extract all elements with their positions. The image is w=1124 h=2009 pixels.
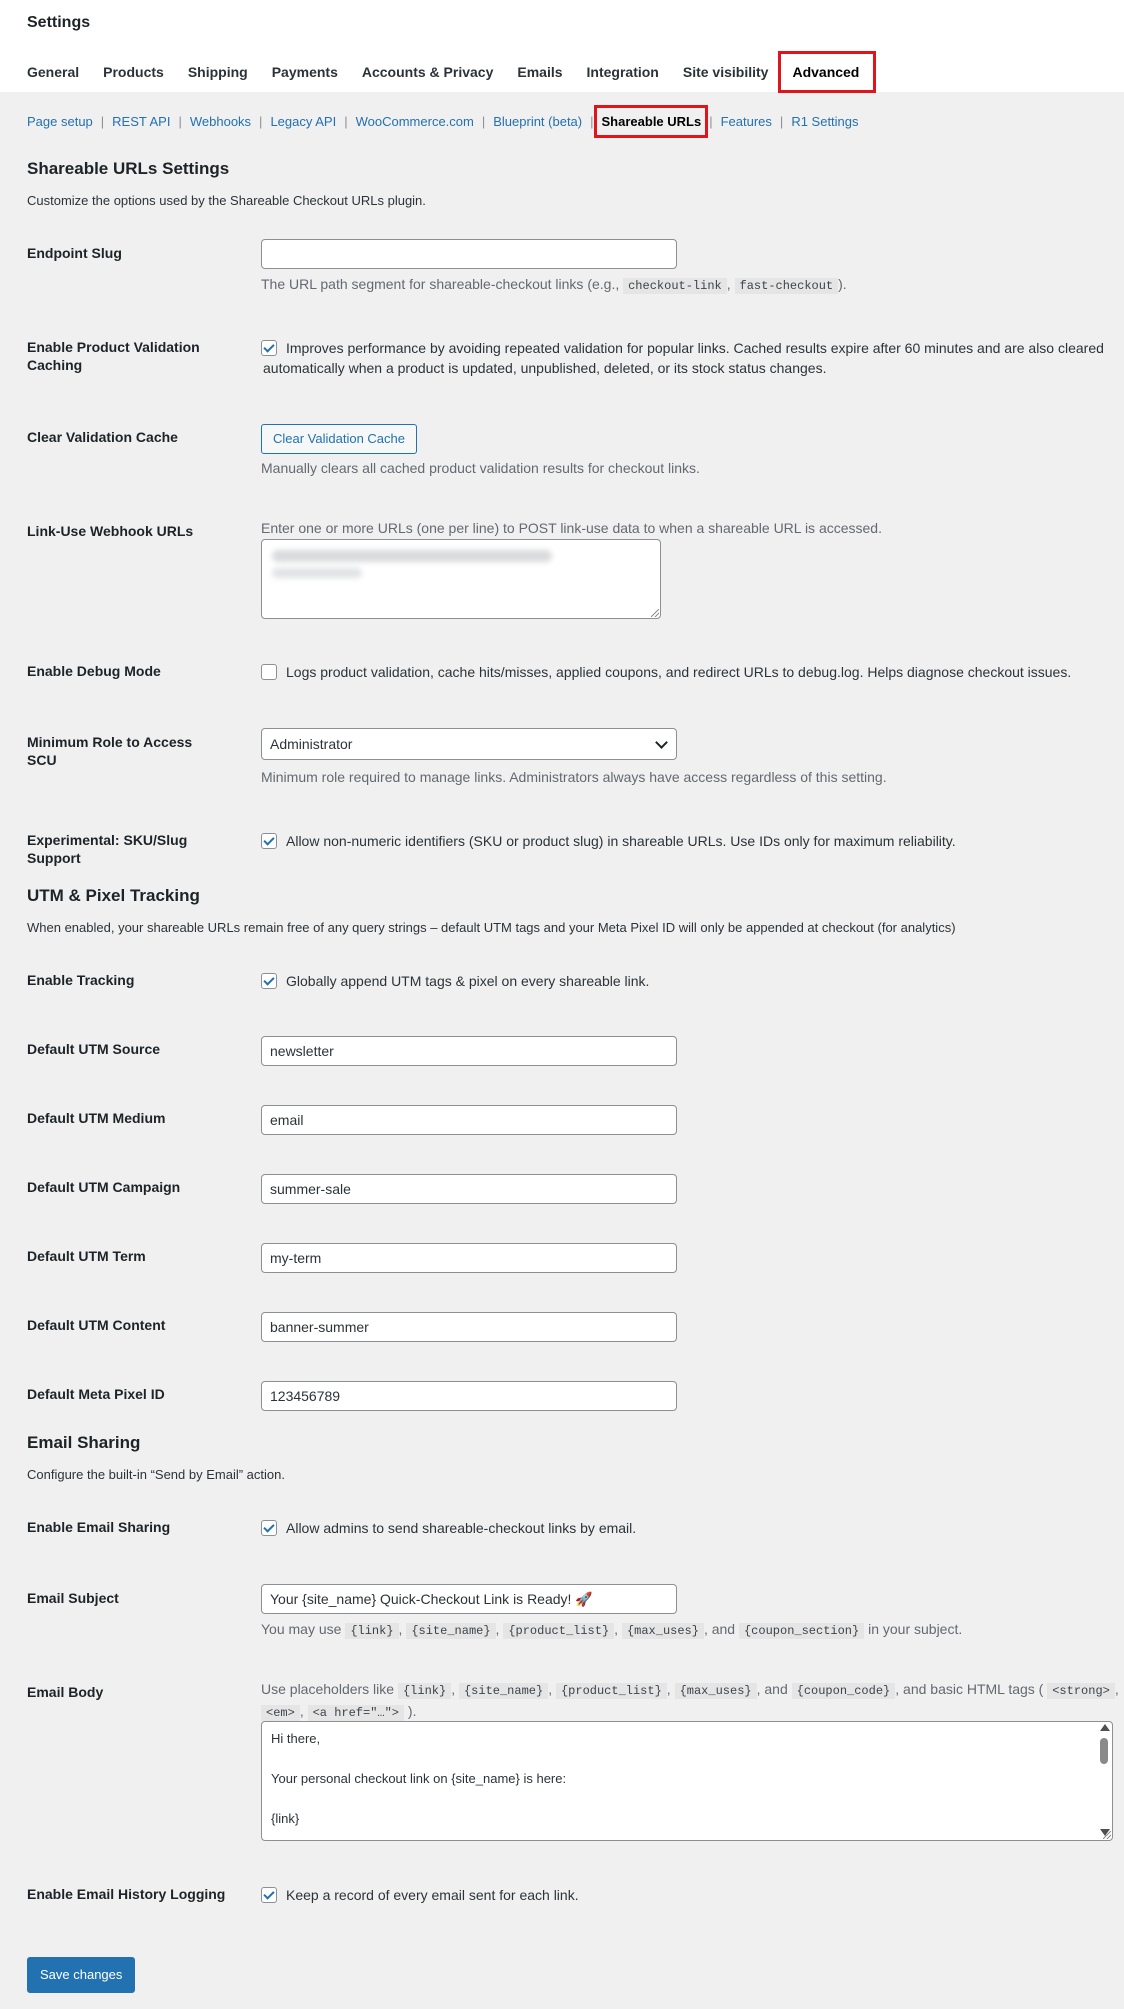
caching-checkbox[interactable] <box>261 340 277 356</box>
tab-general[interactable]: General <box>27 64 80 80</box>
endpoint-slug-help: The URL path segment for shareable-checkout links (e.g., checkout-link , fast-checkout ). <box>261 276 847 293</box>
tracking-option <box>261 971 649 991</box>
debug-text: Logs product validation, cache hits/misses, applied coupons, and redirect URLs to debug.log. Helps diagnose checkout issues. <box>286 664 1072 680</box>
advanced-subnav: Page setup | REST API | Webhooks | Legacy API | WooCommerce.com | Blueprint (beta) | Shareable URLs | Features | R1 Settings <box>27 114 859 129</box>
role-select-value: Administrator <box>270 736 353 752</box>
tab-advanced[interactable]: Advanced <box>792 64 860 80</box>
utm-medium-label: Default UTM Medium <box>27 1110 166 1126</box>
caching-option <box>261 338 1104 378</box>
sku-text: Allow non-numeric identifiers (SKU or product slug) in shareable URLs. Use IDs only for maximum reliability. <box>286 833 956 849</box>
tracking-checkbox[interactable] <box>261 973 277 989</box>
pixel-id-input[interactable]: 123456789 <box>261 1381 677 1411</box>
subnav-r1-settings[interactable]: R1 Settings <box>791 114 859 129</box>
settings-tabs <box>27 62 883 82</box>
tab-shipping[interactable]: Shipping <box>187 64 248 80</box>
email-sharing-checkbox[interactable] <box>261 1520 277 1536</box>
email-subject-input[interactable]: Your {site_name} Quick-Checkout Link is Ready! 🚀 <box>261 1584 677 1614</box>
utm-description: When enabled, your shareable URLs remain free of any query strings – default UTM tags and your Meta Pixel ID will only be appended at checkout (for analytics) <box>27 920 956 935</box>
subnav-legacy-api[interactable]: Legacy API <box>270 114 337 129</box>
code-fast-checkout: fast-checkout <box>735 278 839 294</box>
caching-label: Enable Product Validation Caching <box>27 339 200 373</box>
clear-cache-button[interactable]: Clear Validation Cache <box>261 424 417 454</box>
utm-source-input[interactable]: newsletter <box>261 1036 677 1066</box>
utm-content-input[interactable]: banner-summer <box>261 1312 677 1342</box>
body-line: Hi there, <box>271 1731 321 1746</box>
subnav-webhooks[interactable]: Webhooks <box>189 114 252 129</box>
tab-integration[interactable]: Integration <box>586 64 659 80</box>
caching-text: Improves performance by avoiding repeated validation for popular links. Cached results expire after 60 minutes and are also cleared automatically when a product is updated, unpublished, deleted, or its stock status changes. <box>263 340 1104 376</box>
role-select[interactable] <box>261 728 677 760</box>
subnav-rest-api[interactable]: REST API <box>112 114 171 129</box>
subnav-woocommerce-com[interactable]: WooCommerce.com <box>355 114 474 129</box>
tab-accounts-privacy[interactable]: Accounts & Privacy <box>361 64 494 80</box>
email-history-text: Keep a record of every email sent for each link. <box>286 1887 579 1903</box>
webhook-help: Enter one or more URLs (one per line) to POST link-use data to when a shareable URL is accessed. <box>261 520 882 536</box>
utm-heading: UTM & Pixel Tracking <box>27 886 200 905</box>
scu-heading: Shareable URLs Settings <box>27 159 230 178</box>
subnav-shareable-urls[interactable]: Shareable URLs <box>601 114 702 129</box>
tracking-text: Globally append UTM tags & pixel on every shareable link. <box>286 973 650 989</box>
tab-products[interactable]: Products <box>103 64 164 80</box>
tab-site-visibility[interactable]: Site visibility <box>682 64 769 80</box>
tab-payments[interactable]: Payments <box>271 64 338 80</box>
utm-campaign-label: Default UTM Campaign <box>27 1179 181 1195</box>
utm-term-input[interactable]: my-term <box>261 1243 677 1273</box>
debug-label: Enable Debug Mode <box>27 663 161 679</box>
email-body-textarea[interactable] <box>261 1721 1113 1841</box>
email-sharing-option <box>261 1518 636 1538</box>
clear-cache-label: Clear Validation Cache <box>27 429 178 445</box>
email-body-label: Email Body <box>27 1684 104 1700</box>
scroll-up-icon[interactable] <box>1100 1724 1110 1731</box>
webhook-urls-textarea[interactable] <box>261 539 661 619</box>
email-history-label: Enable Email History Logging <box>27 1886 226 1902</box>
page-title: Settings <box>27 14 91 31</box>
textarea-scrollbar[interactable] <box>1099 1724 1110 1836</box>
resize-handle[interactable] <box>1103 1831 1111 1839</box>
utm-term-label: Default UTM Term <box>27 1248 146 1264</box>
utm-campaign-input[interactable]: summer-sale <box>261 1174 677 1204</box>
tab-emails[interactable]: Emails <box>517 64 563 80</box>
scu-description: Customize the options used by the Shareable Checkout URLs plugin. <box>27 193 426 208</box>
endpoint-slug-label: Endpoint Slug <box>27 245 122 261</box>
role-help: Minimum role required to manage links. Administrators always have access regardless of this setting. <box>261 769 887 785</box>
code-checkout-link: checkout-link <box>623 278 727 294</box>
email-sharing-label: Enable Email Sharing <box>27 1519 171 1535</box>
debug-checkbox[interactable] <box>261 664 277 680</box>
utm-content-label: Default UTM Content <box>27 1317 166 1333</box>
scroll-thumb[interactable] <box>1100 1738 1108 1764</box>
email-heading: Email Sharing <box>27 1433 141 1452</box>
pixel-id-label: Default Meta Pixel ID <box>27 1386 165 1402</box>
email-subject-help: You may use {link} , {site_name} , {product_list} , {max_uses} , and {coupon_section} in your subject. <box>261 1621 963 1638</box>
webhook-label: Link-Use Webhook URLs <box>27 523 194 539</box>
debug-option <box>261 662 1071 682</box>
tracking-label: Enable Tracking <box>27 972 135 988</box>
clear-cache-help: Manually clears all cached product validation results for checkout links. <box>261 460 700 476</box>
subnav-blueprint[interactable]: Blueprint (beta) <box>493 114 583 129</box>
email-sharing-text: Allow admins to send shareable-checkout links by email. <box>286 1520 637 1536</box>
body-line: {link} <box>271 1811 300 1826</box>
resize-handle[interactable] <box>651 609 659 617</box>
body-line: Your personal checkout link on {site_name} is here: <box>271 1771 567 1786</box>
utm-medium-input[interactable]: email <box>261 1105 677 1135</box>
chevron-down-icon <box>655 736 668 749</box>
email-history-checkbox[interactable] <box>261 1887 277 1903</box>
sku-checkbox[interactable] <box>261 833 277 849</box>
endpoint-slug-input[interactable] <box>261 239 677 269</box>
email-body-help: Use placeholders like {link} , {site_name} , {product_list} , {max_uses} , and {coupon_code} , and basic HTML tags ( <strong> , <em> , <a href="…"> ). <box>261 1681 1119 1720</box>
utm-source-label: Default UTM Source <box>27 1041 161 1057</box>
settings-header <box>0 0 1124 92</box>
sku-option <box>261 831 956 851</box>
subnav-features[interactable]: Features <box>720 114 772 129</box>
email-history-option <box>261 1885 579 1905</box>
sku-label: Experimental: SKU/Slug Support <box>27 832 188 866</box>
email-subject-label: Email Subject <box>27 1590 119 1606</box>
save-changes-button[interactable]: Save changes <box>27 1957 135 1993</box>
subnav-page-setup[interactable]: Page setup <box>27 114 93 129</box>
role-label: Minimum Role to Access SCU <box>27 734 193 768</box>
email-description: Configure the built-in “Send by Email” action. <box>27 1467 285 1482</box>
